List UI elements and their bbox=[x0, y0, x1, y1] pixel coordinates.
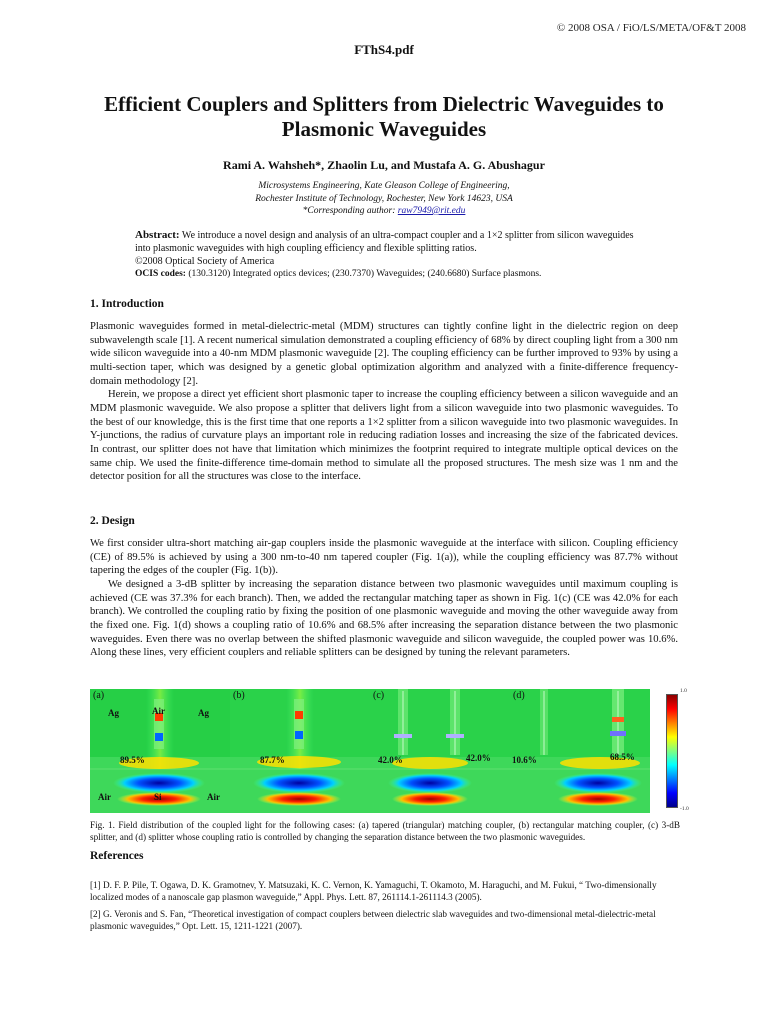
figure-1 bbox=[90, 689, 660, 813]
reference-item: [2] G. Veronis and S. Fan, “Theoretical investigation of compact couplers between dielectric slab waveguides and two-dimensional metal-dielectric-metal plasmonic waveguides,” Opt. Lett. 15, 1211-1221 (2007). bbox=[90, 909, 656, 931]
figure-panel-a bbox=[90, 689, 230, 813]
panel-label: (a) bbox=[93, 690, 105, 701]
coupling-efficiency-label: 89.5% bbox=[120, 755, 145, 765]
file-name: FThS4.pdf bbox=[354, 42, 414, 57]
material-ag-left: Ag bbox=[108, 708, 119, 718]
author-email-link[interactable]: raw7949@rit.edu bbox=[397, 206, 466, 216]
coupling-efficiency-right: 68.5% bbox=[610, 752, 635, 762]
intro-heading-text: 1. Introduction bbox=[90, 298, 164, 310]
design-body bbox=[90, 537, 678, 660]
corresponding-author bbox=[0, 205, 768, 218]
abstract-copyright: ©2008 Optical Society of America bbox=[135, 256, 275, 267]
figure-panel-c bbox=[370, 689, 510, 813]
panel-label: (c) bbox=[373, 690, 385, 701]
affiliation bbox=[0, 180, 768, 218]
coupling-efficiency-left: 42.0% bbox=[378, 755, 403, 765]
section-heading-introduction bbox=[90, 298, 164, 310]
coupling-efficiency-label: 87.7% bbox=[260, 755, 285, 765]
abstract-label: Abstract: bbox=[135, 229, 180, 241]
panel-label: (b) bbox=[233, 690, 245, 701]
affiliation-line-1: Microsystems Engineering, Kate Gleason College of Engineering, bbox=[258, 181, 510, 191]
figure-panel-b bbox=[230, 689, 370, 813]
corresponding-label: *Corresponding author: bbox=[302, 206, 398, 216]
figure-panel-d bbox=[510, 689, 650, 813]
intro-paragraph-1: Plasmonic waveguides formed in metal-dielectric-metal (MDM) structures can tightly confine light in the dielectric region on deep subwavelength scale [1]. A recent numerical simulation demonstrated a coupling efficiency of 68% by direct coupling light from a 300 nm wide silicon waveguide into a 40-nm MDM plasmonic waveguide [2]. The coupling efficiency can be further improved to 93% by using a multi-section taper, which was designed by a genetic global optimization algorithm and analyzed with a finite-difference frequency-domain methodology [2]. bbox=[90, 321, 678, 387]
intro-paragraph-2: Herein, we propose a direct yet efficient short plasmonic taper to increase the coupling efficiency between a silicon waveguide and an MDM plasmonic waveguide. We also propose a splitter that delivers light from a silicon waveguide into two plasmonic waveguides. To the best of our knowledge, this is the first time that one reports a 1×2 splitter from a silicon waveguide into two plasmonic waveguides. In Y-junctions, the radius of curvature plays an important role in reducing radiation losses and increasing the size of the fabricated devices. In contrast, our splitter does not have that limitation which minimizes the footprint required to integrate multiple optical devices on the same chip. We used the finite-difference time-domain method to simulate all the proposed structures. The mesh size was 1 nm and the detector position for all the structures was close to the interface. bbox=[90, 389, 678, 483]
references-heading-text: References bbox=[90, 850, 144, 862]
section-heading-design bbox=[90, 515, 135, 527]
ocis-codes bbox=[135, 269, 695, 279]
colorbar bbox=[666, 694, 678, 808]
design-paragraph-2: We designed a 3-dB splitter by increasing the separation distance between two plasmonic waveguides until maximum coupling is achieved (CE was 37.3% for each branch). Then, we added the rectangular matching taper as shown in Fig. 1(c) (CE was 42.0% for each branch). We controlled the coupling ratio by fixing the position of one plasmonic waveguide and moving the other waveguide away from the fixed one. Fig. 1(d) shows a coupling ratio of 10.6% and 68.5% after increasing the separation distance between the two plasmonic waveguides. Even there was no overlap between the shifted plasmonic waveguide and silicon waveguide, the coupled power was 10.6%. Along these lines, very efficient couplers and reliable splitters can be designed by tuning the relevant parameters. bbox=[90, 578, 678, 659]
material-si: Si bbox=[154, 792, 162, 802]
paper-title: Efficient Couplers and Splitters from Dielectric Waveguides to Plasmonic Waveguides bbox=[104, 92, 664, 141]
colorbar-max-label: 1.0 bbox=[680, 688, 687, 694]
introduction-body bbox=[90, 320, 678, 484]
section-heading-references bbox=[90, 850, 143, 862]
design-heading-text: 2. Design bbox=[90, 515, 135, 527]
material-ag-right: Ag bbox=[198, 708, 209, 718]
panel-label: (d) bbox=[513, 690, 525, 701]
copyright-notice: © 2008 OSA / FiO/LS/META/OF&T 2008 bbox=[556, 22, 746, 34]
material-air-right: Air bbox=[207, 792, 220, 802]
reference-item: [1] D. F. P. Pile, T. Ogawa, D. K. Gramotnev, Y. Matsuzaki, K. C. Vernon, K. Yamaguchi, T. Okamoto, M. Haraguchi, and M. Fukui, “ Two-dimensionally localized modes of a nanoscale gap plasmon waveguide,” Appl. Phys. Lett. 87, 261114.1-261114.3 (2005). bbox=[90, 880, 657, 902]
material-air-top: Air bbox=[152, 706, 165, 716]
coupling-efficiency-right: 42.0% bbox=[466, 753, 491, 763]
ocis-text: (130.3120) Integrated optics devices; (230.7370) Waveguides; (240.6680) Surface plasmons. bbox=[185, 269, 542, 279]
ocis-label: OCIS codes: bbox=[135, 269, 186, 279]
colorbar-min-label: -1.0 bbox=[680, 806, 689, 812]
material-air-left: Air bbox=[98, 792, 111, 802]
design-paragraph-1: We first consider ultra-short matching air-gap couplers inside the plasmonic waveguide at the interface with silicon. Coupling efficiency (CE) of 89.5% is achieved by using a 300 nm-to-40 nm tapered coupler (Fig. 1(a)), while the coupling efficiency was 87.7% without tapering the edges of the coupler (Fig. 1(b)). bbox=[90, 538, 678, 577]
figure-caption: Fig. 1. Field distribution of the coupled light for the following cases: (a) tapered (triangular) matching coupler, (b) rectangular matching coupler, (c) 3-dB splitter, and (d) splitter whose coupling ratio is controlled by changing the separation distance between the two plasmonic waveguides. bbox=[90, 820, 680, 842]
author-list: Rami A. Wahsheh*, Zhaolin Lu, and Mustafa A. G. Abushagur bbox=[223, 158, 545, 172]
abstract bbox=[135, 229, 635, 268]
affiliation-line-2: Rochester Institute of Technology, Rochester, New York 14623, USA bbox=[255, 193, 513, 204]
abstract-text: We introduce a novel design and analysis of an ultra-compact coupler and a 1×2 splitter from silicon waveguides into plasmonic waveguides with high coupling efficiency and flexible splitting ratios. bbox=[135, 230, 634, 254]
coupling-efficiency-left: 10.6% bbox=[512, 755, 537, 765]
